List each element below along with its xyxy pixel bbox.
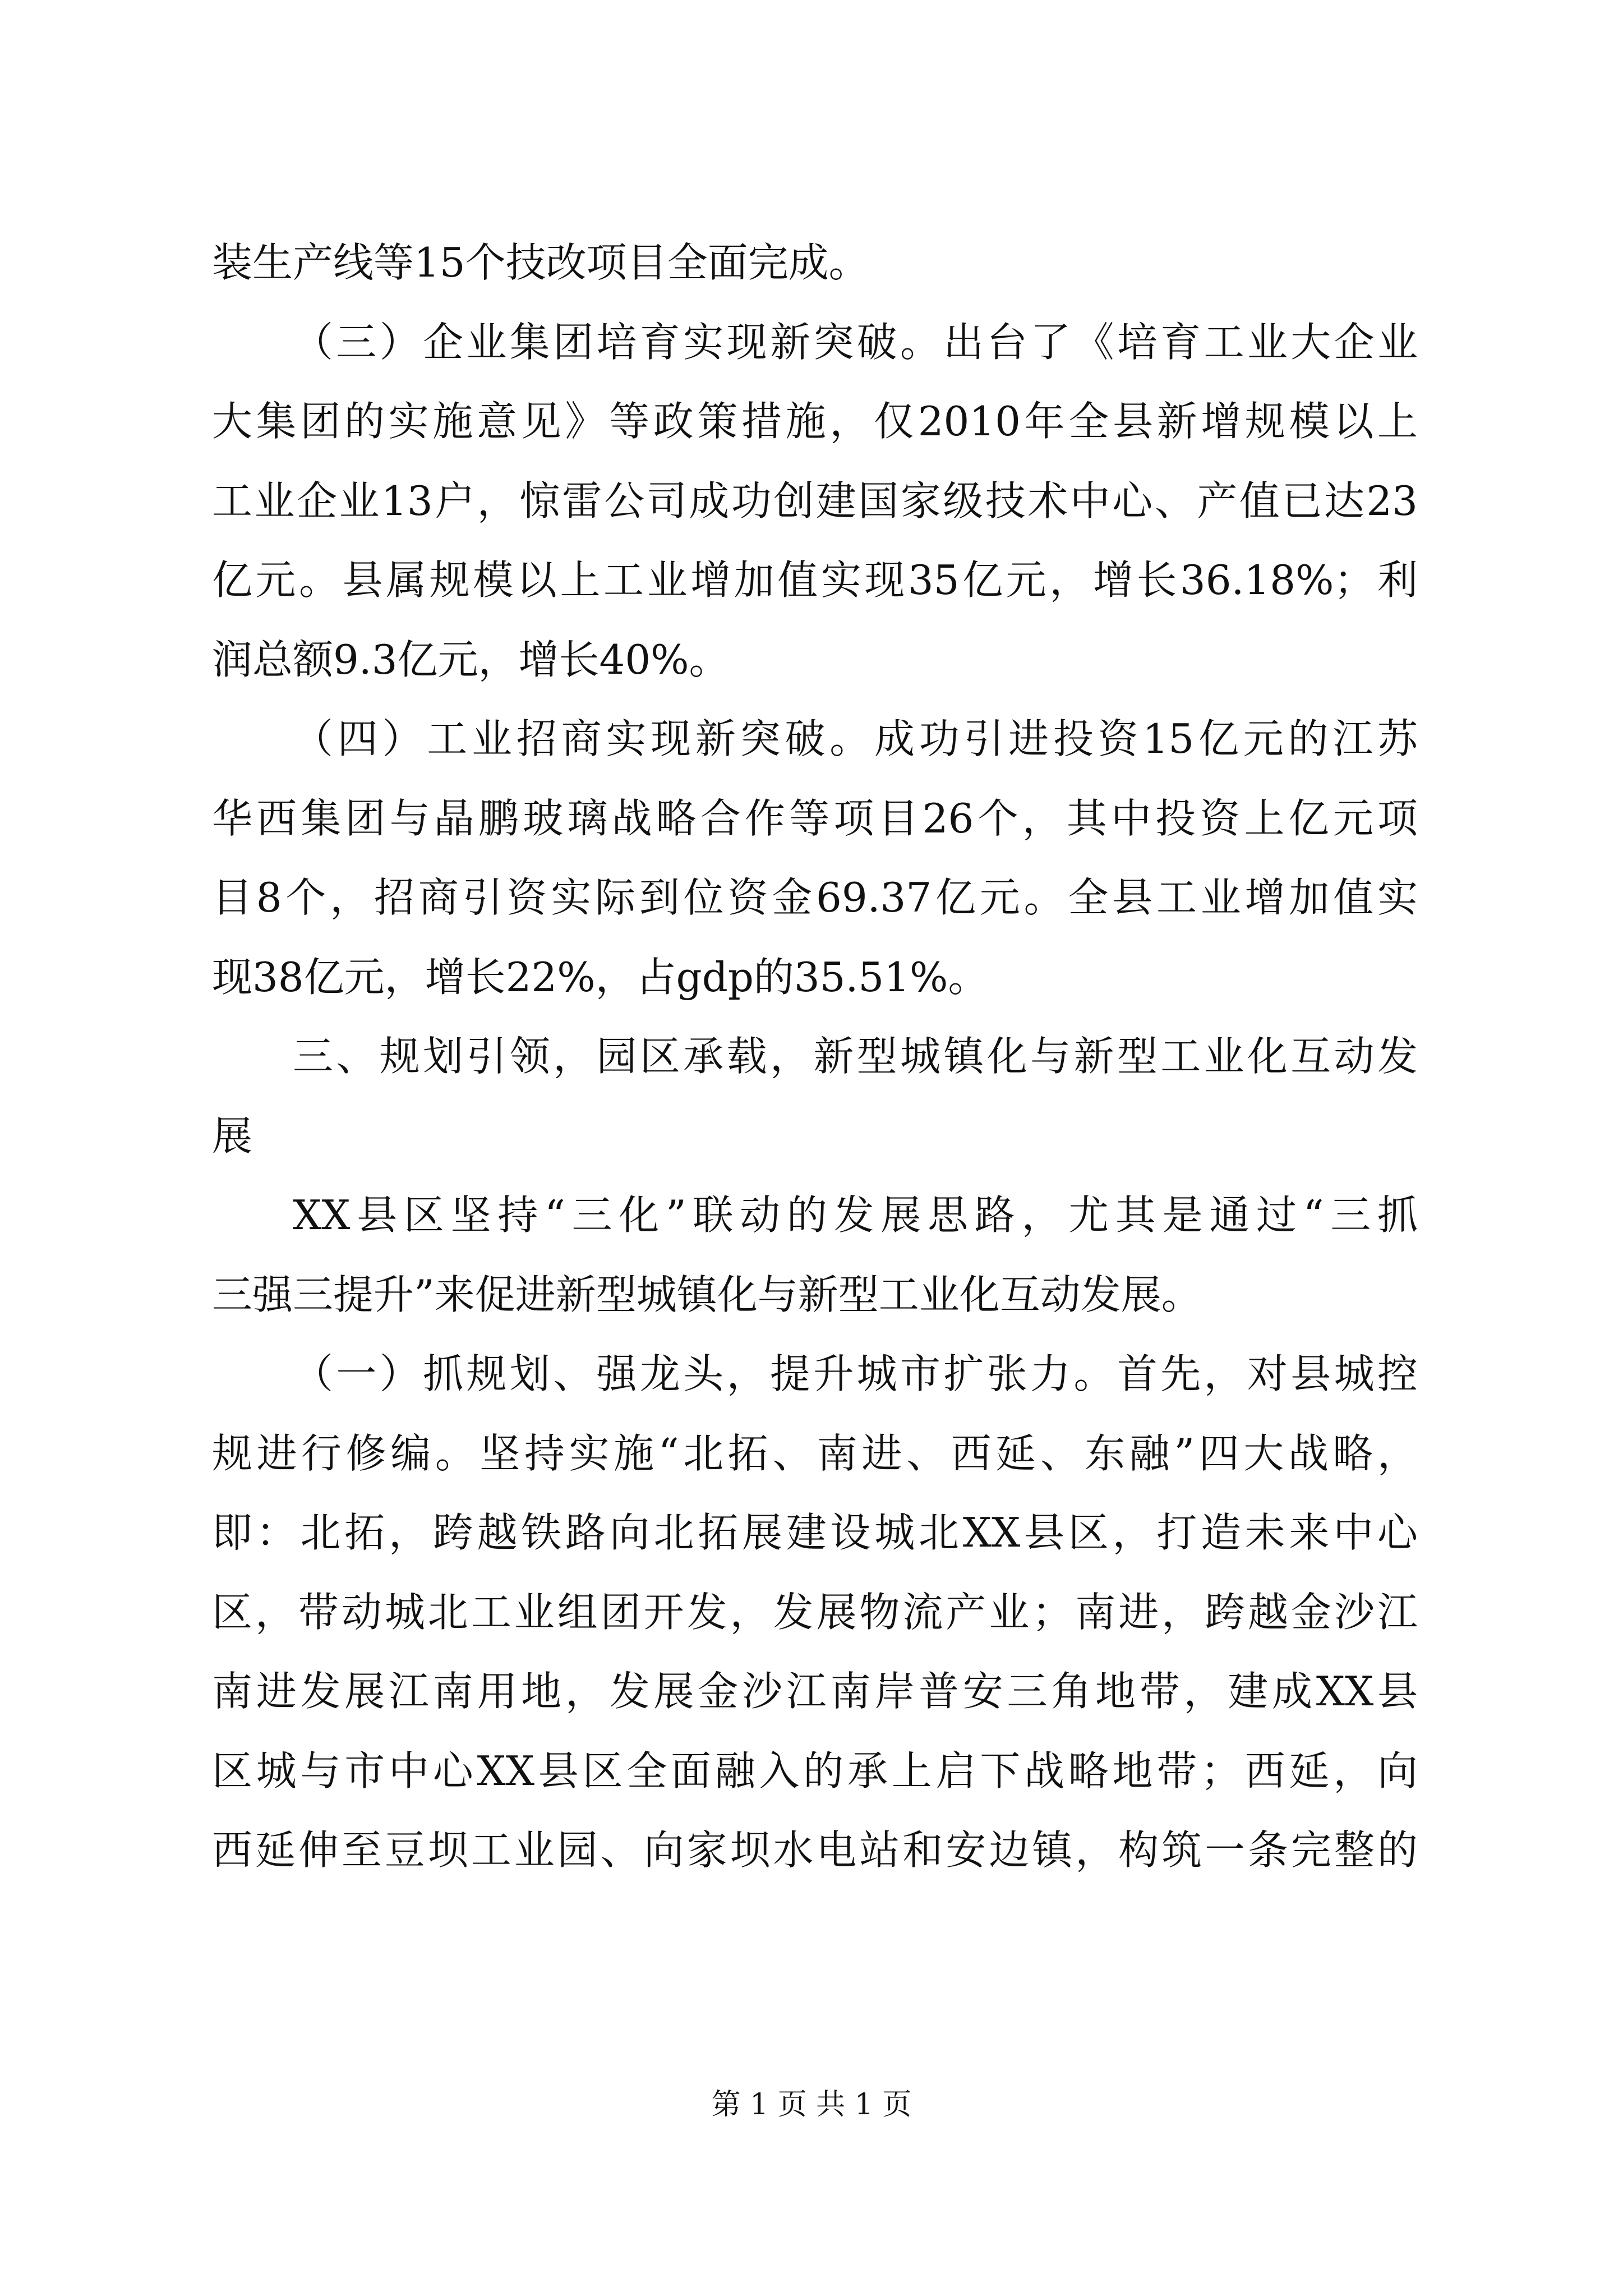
section-heading-line-1: 三、规划引领，园区承载，新型城镇化与新型工业化互动发: [293, 1033, 1418, 1080]
section-heading-line-2: 展: [212, 1112, 253, 1159]
text-line-21: 西延伸至豆坝工业园、向家坝水电站和安边镇，构筑一条完整的: [212, 1826, 1418, 1874]
text-line-16: 规进行修编。坚持实施“北拓、南进、西延、东融”四大战略，: [212, 1429, 1418, 1477]
text-line-09: 目8个，招商引资实际到位资金69.37亿元。全县工业增加值实: [212, 874, 1418, 921]
text-line-20: 区城与市中心XX县区全面融入的承上启下战略地带；西延，向: [212, 1747, 1418, 1795]
text-line-17: 即：北拓，跨越铁路向北拓展建设城北XX县区，打造未来中心: [212, 1509, 1418, 1556]
body-text: [212, 223, 1418, 1890]
text-line-15: （一）抓规划、强龙头，提升城市扩张力。首先，对县城控: [293, 1350, 1418, 1397]
text-line-02: （三）企业集团培育实现新突破。出台了《培育工业大企业: [293, 318, 1418, 366]
text-line-18: 区，带动城北工业组团开发，发展物流产业；南进，跨越金沙江: [212, 1588, 1418, 1636]
text-line-14: 三强三提升”来促进新型城镇化与新型工业化互动发展。: [212, 1271, 1202, 1318]
text-line-07: （四）工业招商实现新突破。成功引进投资15亿元的江苏: [293, 715, 1418, 762]
text-line-06: 润总额9.3亿元，增长40%。: [212, 636, 730, 683]
text-line-04: 工业企业13户，惊雷公司成功创建国家级技术中心、产值已达23: [212, 477, 1418, 524]
text-line-13: XX县区坚持“三化”联动的发展思路，尤其是通过“三抓: [293, 1191, 1418, 1239]
text-line-01: 装生产线等15个技改项目全面完成。: [212, 239, 869, 286]
text-line-03: 大集团的实施意见》等政策措施，仅2010年全县新增规模以上: [212, 398, 1418, 445]
page-footer: [0, 2087, 1623, 2123]
text-line-10: 现38亿元，增长22%，占gdp的35.51%。: [212, 953, 989, 1001]
text-line-19: 南进发展江南用地，发展金沙江南岸普安三角地带，建成XX县: [212, 1668, 1418, 1715]
page-number-label: 第 1 页 共 1 页: [711, 2088, 912, 2122]
text-line-08: 华西集团与晶鹏玻璃战略合作等项目26个，其中投资上亿元项: [212, 794, 1418, 842]
text-line-05: 亿元。县属规模以上工业增加值实现35亿元，增长36.18%；利: [212, 556, 1418, 604]
